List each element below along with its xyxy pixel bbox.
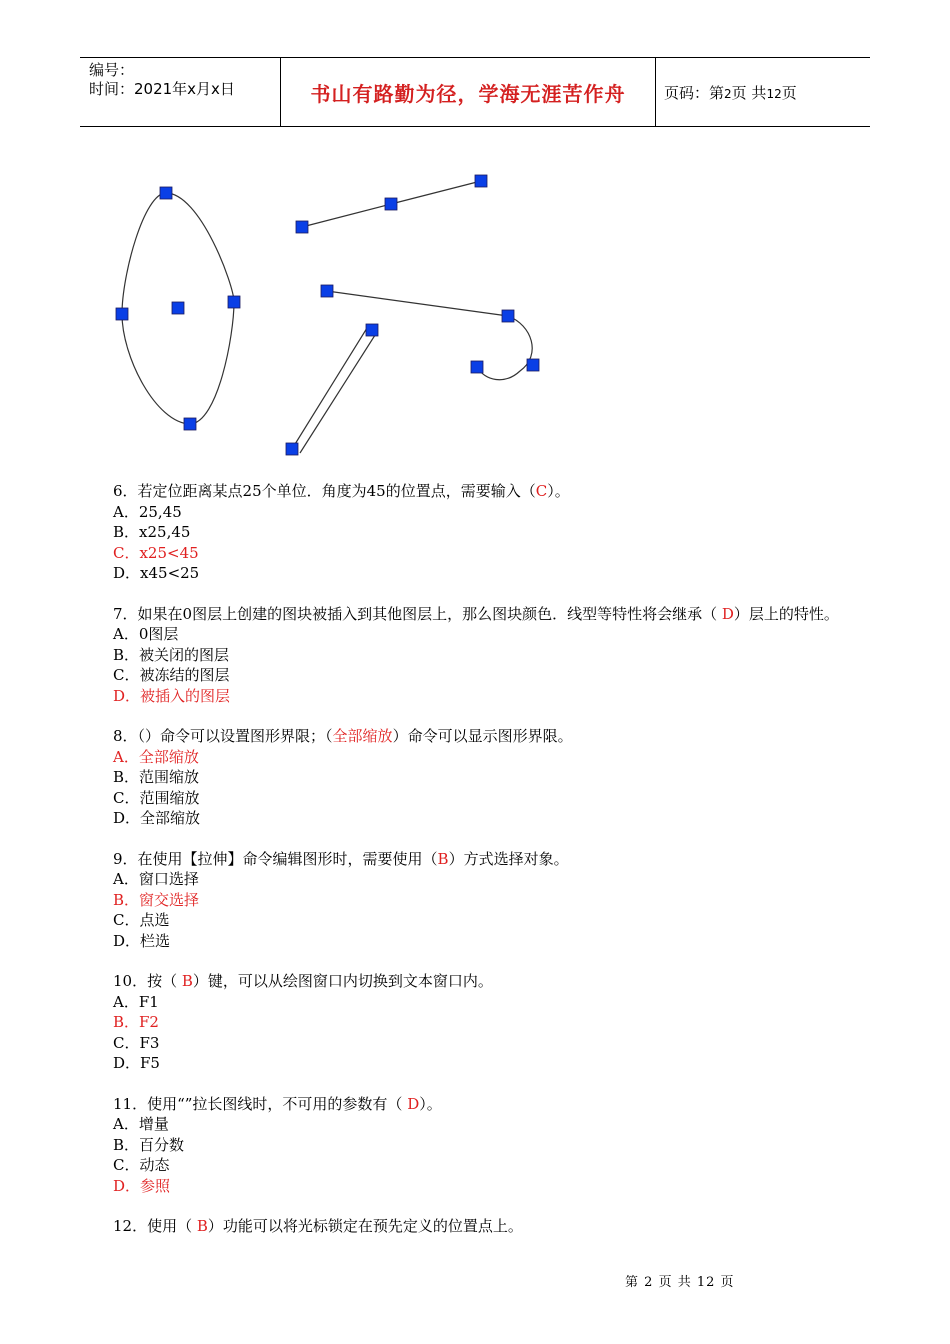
grip-ellipse-right[interactable] [228,296,240,308]
question-stem [80,726,870,747]
option-b: B．F2 [113,1013,159,1031]
footer-page-number: 2 [644,1275,654,1290]
grip-ellipse-center[interactable] [172,302,184,314]
polyline-segment-1 [302,204,391,227]
option-d: D．F5 [113,1054,160,1072]
polyline-segment-2 [391,181,481,204]
stem-text: 7．如果在0图层上创建的图块被插入到其他图层上，那么图块颜色．线型等特性将会继承（ [113,604,722,623]
page-footer [625,1271,735,1290]
option-a: A．0图层 [113,625,179,643]
grip-ellipse-left[interactable] [116,308,128,320]
stem-text: 10．按（ [113,972,182,990]
page-counter [664,82,797,103]
stem-text: 12．使用（ [113,1217,197,1235]
stem-text: 6．若定位距离某点25个单位．角度为45的位置点，需要输入（ [113,482,536,500]
motto: 书山有路勤为径，学海无涯苦作舟 [310,81,626,106]
option-c: C．F3 [113,1033,160,1052]
stem-text: ）方式选择对象。 [448,849,569,868]
stem-text: ）。 [419,1094,442,1113]
grip-arc-right[interactable] [527,359,539,371]
option-d: D．x45<25 [113,564,200,582]
option-b: B．被关闭的图层 [113,645,230,664]
question-stem [80,849,870,870]
option-c: C．被冻结的图层 [113,666,230,684]
stem-text: ）。 [547,482,570,500]
question-stem [80,971,870,992]
grip-arcline-corner[interactable] [502,310,514,322]
option-d: D．参照 [113,1176,171,1195]
stem-text: ）层上的特性。 [733,604,839,623]
footer-page-total: 12 [696,1275,716,1290]
page-total: 12 [766,86,782,101]
option-c: C．范围缩放 [113,788,200,807]
answer: B [196,1217,208,1235]
option-b: B．范围缩放 [113,768,200,786]
grip-arcline-start[interactable] [321,285,333,297]
question-11 [80,1094,870,1197]
question-10 [80,971,870,1074]
document-number: 编号： [89,61,135,79]
option-d: D．全部缩放 [113,809,201,827]
answer: B [437,849,449,868]
option-a: A．25,45 [113,502,182,521]
grip-line-start[interactable] [296,221,308,233]
grip-wide-bottom[interactable] [286,443,298,455]
stem-text: ）键，可以从绘图窗口内切换到文本窗口内。 [192,972,493,990]
question-stem [80,1216,870,1237]
line-arc-object [327,291,532,380]
page-mid: 页 共 [731,83,767,102]
grip-arc-end[interactable] [471,361,483,373]
question-stem [80,604,870,625]
question-8 [80,726,870,829]
stem-text: 9．在使用【拉伸】命令编辑图形时，需要使用（ [113,849,438,868]
answer: C [535,482,548,500]
grip-line-end[interactable] [475,175,487,187]
wide-polyline-object [292,328,377,453]
grip-ellipse-bottom[interactable] [184,418,196,430]
page-header [80,57,870,127]
option-a: A．F1 [113,992,159,1011]
footer-prefix: 第 [625,1275,640,1290]
answer: B [181,972,193,990]
grip-ellipse-top[interactable] [160,187,172,199]
option-d: D．栏选 [113,931,171,950]
option-c: C．x25<45 [113,543,199,562]
document-time: 时间：2021年x月x日 [89,80,235,98]
grip-points [116,175,539,455]
answer: D [407,1094,420,1113]
option-a: A．全部缩放 [113,747,199,766]
option-b: B．窗交选择 [113,890,200,909]
option-a: A．窗口选择 [113,870,199,888]
stem-text: 8．（）命令可以设置图形界限；（ [113,727,333,745]
page-number: 2 [724,86,732,101]
question-list [80,481,870,1257]
option-b: B．百分数 [113,1135,185,1154]
option-b: B．x25,45 [113,523,191,541]
grip-line-mid[interactable] [385,198,397,210]
option-c: C．动态 [113,1156,170,1174]
option-d: D．被插入的图层 [113,686,231,705]
stem-text: ）命令可以显示图形界限。 [392,727,573,745]
option-a: A．增量 [113,1115,169,1133]
cad-grips-figure [100,165,560,465]
question-6 [80,481,870,584]
question-stem [80,1094,870,1115]
stem-text: 11．使用“”拉长图线时，不可用的参数有（ [113,1094,408,1113]
page-prefix: 页码：第 [664,83,725,102]
header-page-info [655,58,870,126]
figure-outlines [122,181,532,453]
stem-text: ）功能可以将光标锁定在预先定义的位置点上。 [207,1217,523,1235]
header-meta [80,58,280,126]
answer: D [721,604,734,623]
grip-wide-top[interactable] [366,324,378,336]
header-motto-cell [280,58,656,126]
footer-suffix: 页 [720,1275,735,1290]
question-7 [80,604,870,707]
page-suffix: 页 [781,83,797,102]
question-9 [80,849,870,952]
question-stem [80,481,870,502]
option-c: C．点选 [113,911,170,929]
question-12 [80,1216,870,1237]
footer-mid: 页 共 [658,1275,692,1290]
answer: 全部缩放 [332,727,393,745]
